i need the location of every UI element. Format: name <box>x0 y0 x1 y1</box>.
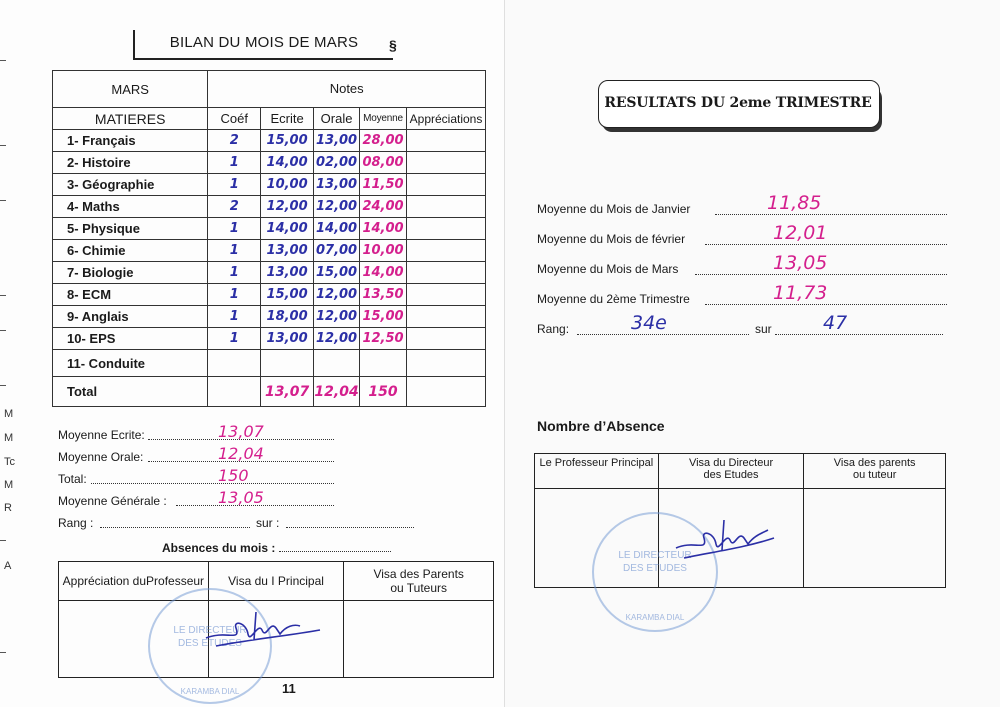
edge-letter: Tc <box>4 456 15 468</box>
ecrite-grade: 13,00 <box>261 240 314 262</box>
principal-signature <box>196 600 326 660</box>
grade-row <box>53 130 486 152</box>
appreciation-cell <box>407 240 486 262</box>
director-signature <box>668 508 778 568</box>
grade-rows <box>53 130 486 377</box>
appreciation-cell <box>407 152 486 174</box>
subject-name: 5- Physique <box>53 218 208 240</box>
average-row <box>537 220 947 250</box>
appreciation-cell <box>407 306 486 328</box>
stamp-line2: DES ETUDES <box>623 562 687 574</box>
trimester-averages <box>537 190 947 340</box>
total-label: Total <box>53 377 208 407</box>
dotted-line <box>100 527 250 528</box>
average-label: Moyenne du Mois de Mars <box>537 262 679 276</box>
visa-tuteur-header <box>804 454 946 489</box>
orale-grade: 15,00 <box>314 262 360 284</box>
dotted-line <box>705 244 947 245</box>
moy-orale-label: Moyenne Orale: <box>58 450 144 464</box>
coef-value: 1 <box>208 284 261 306</box>
coef-header: Coéf <box>208 108 261 130</box>
rank-value: 34e <box>631 312 667 334</box>
monthly-summary <box>58 424 358 534</box>
stamp-ring-text: KARAMBA DIAL <box>180 687 240 696</box>
visa-parents-line2: ou Tuteurs <box>390 581 448 595</box>
edge-tick <box>0 145 6 146</box>
grade-row <box>53 350 486 377</box>
coef-value <box>208 350 261 377</box>
visa-directeur-line1: Visa du Directeur <box>688 457 774 469</box>
rang-label: Rang : <box>58 516 94 530</box>
subject-name: 1- Français <box>53 130 208 152</box>
visa-professeur-header: Appréciation duProfesseur <box>59 562 209 601</box>
grade-row <box>53 284 486 306</box>
edge-tick <box>0 200 6 201</box>
visa-parents-cell <box>344 601 494 678</box>
moyenne-grade: 10,00 <box>360 240 407 262</box>
rank-row <box>537 310 947 340</box>
appreciation-cell <box>407 350 486 377</box>
moy-ecrite-value: 13,07 <box>218 422 264 441</box>
appreciation-cell <box>407 196 486 218</box>
orale-grade: 13,00 <box>314 174 360 196</box>
total-summary-label: Total: <box>58 472 87 486</box>
visa-directeur-header <box>658 454 804 489</box>
subject-name: 10- EPS <box>53 328 208 350</box>
average-label: Moyenne du Mois de Janvier <box>537 202 691 216</box>
page-title-text: BILAN DU MOIS DE MARS <box>169 34 359 51</box>
total-coef-cell <box>208 377 261 407</box>
page-title <box>133 30 397 60</box>
subject-name: 11- Conduite <box>53 350 208 377</box>
grade-row <box>53 262 486 284</box>
dotted-line <box>286 527 414 528</box>
moyenne-grade: 15,00 <box>360 306 407 328</box>
prof-principal-header: Le Professeur Principal <box>535 454 659 489</box>
ecrite-grade: 10,00 <box>261 174 314 196</box>
orale-grade: 12,00 <box>314 196 360 218</box>
orale-grade: 02,00 <box>314 152 360 174</box>
subject-name: 2- Histoire <box>53 152 208 174</box>
coef-value: 2 <box>208 130 261 152</box>
edge-letter: M <box>4 432 14 444</box>
dotted-line <box>715 214 947 215</box>
edge-tick <box>0 330 6 331</box>
ecrite-grade <box>261 350 314 377</box>
rank-total-value: 47 <box>823 312 848 334</box>
grade-row <box>53 196 486 218</box>
appreciation-cell <box>407 218 486 240</box>
grade-row <box>53 218 486 240</box>
moy-ecrite-label: Moyenne Ecrite: <box>58 428 145 442</box>
visa-tuteur-cell <box>804 489 946 588</box>
appreciation-cell <box>407 130 486 152</box>
grade-row <box>53 174 486 196</box>
moy-generale-label: Moyenne Générale : <box>58 494 167 508</box>
coef-value: 1 <box>208 328 261 350</box>
average-row <box>537 250 947 280</box>
average-label: Moyenne du 2ème Trimestre <box>537 292 690 306</box>
moyenne-grade: 11,50 <box>360 174 407 196</box>
rank-label: Rang: <box>537 322 570 336</box>
subject-name: 8- ECM <box>53 284 208 306</box>
ecrite-grade: 15,00 <box>261 130 314 152</box>
summary-row-total <box>58 468 358 490</box>
page-number: 11 <box>282 681 296 696</box>
rank-sur-label: sur <box>755 322 772 336</box>
orale-grade: 12,00 <box>314 284 360 306</box>
ecrite-grade: 18,00 <box>261 306 314 328</box>
appreciation-cell <box>407 284 486 306</box>
dotted-line <box>775 334 943 335</box>
grade-row <box>53 240 486 262</box>
appreciation-cell <box>407 328 486 350</box>
appreciation-cell <box>407 262 486 284</box>
dotted-line <box>91 483 334 484</box>
edge-letter: M <box>4 408 14 420</box>
moyenne-header: Moyenne <box>360 108 407 130</box>
ecrite-grade: 15,00 <box>261 284 314 306</box>
orale-grade: 12,00 <box>314 306 360 328</box>
orale-grade <box>314 350 360 377</box>
summary-row-rang <box>58 512 358 534</box>
average-row <box>537 190 947 220</box>
dotted-line <box>279 551 391 552</box>
edge-tick <box>0 385 6 386</box>
summary-row-ecrite <box>58 424 358 446</box>
total-ecrite: 13,07 <box>261 377 314 407</box>
coef-value: 1 <box>208 218 261 240</box>
average-value: 11,85 <box>767 192 822 214</box>
appreciations-header: Appréciations <box>407 108 486 130</box>
ecrite-grade: 14,00 <box>261 152 314 174</box>
coef-value: 1 <box>208 306 261 328</box>
absences-label: Absences du mois : <box>162 541 276 555</box>
total-appreciation-cell <box>407 377 486 407</box>
notes-header: Notes <box>208 71 486 108</box>
moyenne-grade <box>360 350 407 377</box>
average-label: Moyenne du Mois de février <box>537 232 686 246</box>
moyenne-grade: 14,00 <box>360 262 407 284</box>
average-value: 11,73 <box>773 282 828 304</box>
subject-name: 9- Anglais <box>53 306 208 328</box>
ecrite-grade: 14,00 <box>261 218 314 240</box>
dotted-line <box>705 304 947 305</box>
coef-value: 1 <box>208 174 261 196</box>
subject-name: 4- Maths <box>53 196 208 218</box>
coef-value: 1 <box>208 240 261 262</box>
edge-letter: A <box>4 560 12 572</box>
coef-value: 1 <box>208 262 261 284</box>
orale-header: Orale <box>314 108 360 130</box>
orale-grade: 12,00 <box>314 328 360 350</box>
dotted-line <box>695 274 947 275</box>
visa-parents-header <box>344 562 494 601</box>
moyenne-grade: 12,50 <box>360 328 407 350</box>
edge-tick <box>0 540 6 541</box>
edge-letter: M <box>4 479 14 491</box>
edge-tick <box>0 295 6 296</box>
orale-grade: 07,00 <box>314 240 360 262</box>
grade-row <box>53 152 486 174</box>
moyenne-grade: 24,00 <box>360 196 407 218</box>
grades-table <box>52 70 486 407</box>
moyenne-grade: 08,00 <box>360 152 407 174</box>
average-row <box>537 280 947 310</box>
absence-title: Nombre d’Absence <box>537 418 665 434</box>
edge-tick <box>0 652 6 653</box>
grade-row <box>53 306 486 328</box>
ecrite-grade: 13,00 <box>261 328 314 350</box>
coef-value: 1 <box>208 152 261 174</box>
edge-letter: R <box>4 502 12 514</box>
sur-label: sur : <box>256 516 280 530</box>
total-summary-value: 150 <box>218 466 249 485</box>
total-orale: 12,04 <box>314 377 360 407</box>
average-value: 12,01 <box>773 222 828 244</box>
average-value: 13,05 <box>773 252 828 274</box>
ecrite-grade: 12,00 <box>261 196 314 218</box>
results-banner <box>598 80 882 132</box>
subjects-header: MATIERES <box>53 108 208 130</box>
coef-value: 2 <box>208 196 261 218</box>
ecrite-grade: 13,00 <box>261 262 314 284</box>
moyenne-grade: 13,50 <box>360 284 407 306</box>
absences-line <box>162 541 391 555</box>
ecrite-header: Ecrite <box>261 108 314 130</box>
edge-tick <box>0 60 6 61</box>
total-moyenne: 150 <box>360 377 407 407</box>
visa-principal-header: Visa du I Principal <box>208 562 344 601</box>
moy-generale-value: 13,05 <box>218 488 264 507</box>
visa-directeur-line2: des Etudes <box>703 469 759 481</box>
subject-name: 3- Géographie <box>53 174 208 196</box>
stamp-line2: DES ETUDES <box>178 637 242 649</box>
moyenne-grade: 14,00 <box>360 218 407 240</box>
subject-name: 6- Chimie <box>53 240 208 262</box>
visa-tuteur-line2: ou tuteur <box>852 469 897 481</box>
stamp-line1: LE DIRECTEUR <box>618 549 692 561</box>
orale-grade: 14,00 <box>314 218 360 240</box>
banner-title: RESULTATS DU 2eme TRIMESTRE <box>604 95 872 111</box>
stamp-ring-text: KARAMBA DIAL <box>625 613 685 622</box>
appreciation-cell <box>407 174 486 196</box>
visa-tuteur-line1: Visa des parents <box>833 457 916 469</box>
stamp-line1: LE DIRECTEUR <box>173 624 247 636</box>
summary-row-orale <box>58 446 358 468</box>
visa-parents-line1: Visa des Parents <box>373 567 464 581</box>
moyenne-grade: 28,00 <box>360 130 407 152</box>
month-label: MARS <box>53 71 208 108</box>
grade-row <box>53 328 486 350</box>
moy-orale-value: 12,04 <box>218 444 264 463</box>
orale-grade: 13,00 <box>314 130 360 152</box>
summary-row-generale <box>58 490 358 512</box>
header-mark: § <box>389 37 397 53</box>
subject-name: 7- Biologie <box>53 262 208 284</box>
dotted-line <box>577 334 749 335</box>
